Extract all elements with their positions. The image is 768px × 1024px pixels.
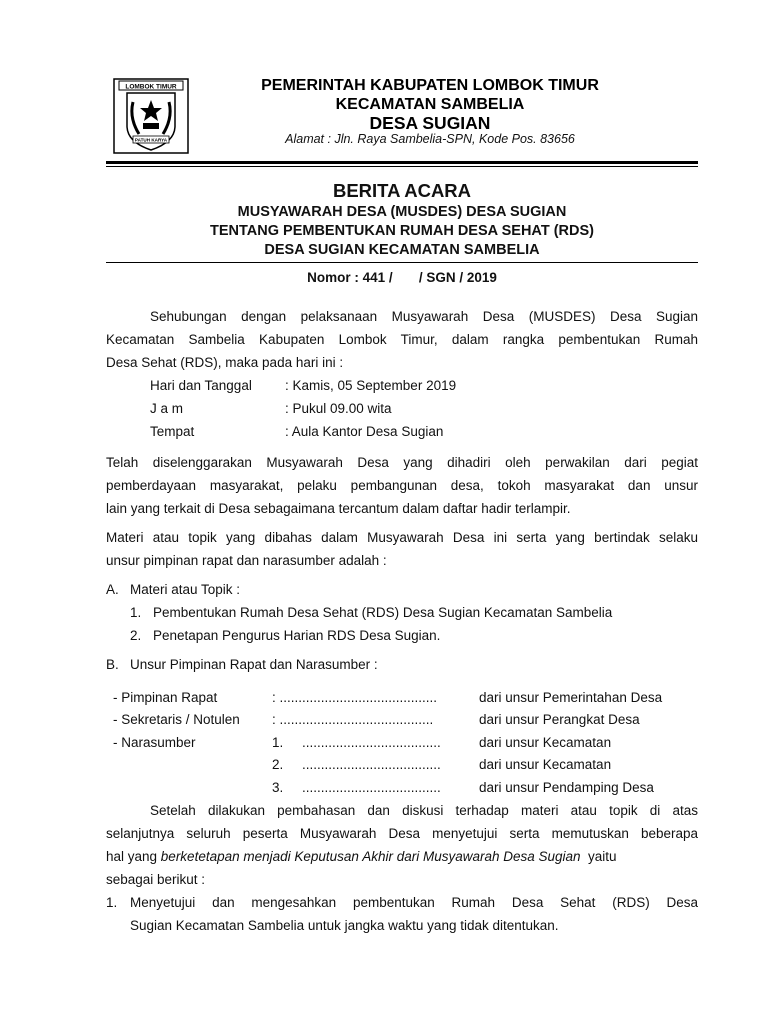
letterhead-district: KECAMATAN SAMBELIA <box>335 96 525 113</box>
intro-line-2: Kecamatan Sambelia Kabupaten Lombok Timur, dalam rangka pembentukan Rumah <box>106 332 698 347</box>
role-fill: 3. ..................................... <box>272 780 441 795</box>
detail-value-date: : Kamis, 05 September 2019 <box>285 378 457 393</box>
role-unsur: dari unsur Perangkat Desa <box>479 712 640 727</box>
decision-1-line-1: Menyetujui dan mengesahkan pembentukan Rumah Desa Sehat (RDS) Desa <box>130 895 698 910</box>
document-subtitle-1: MUSYAWARAH DESA (MUSDES) DESA SUGIAN <box>237 204 567 220</box>
para4-line-1: Setelah dilakukan pembahasan dan diskusi terhadap materi atau topik di atas <box>150 803 698 818</box>
intro-line-1: Sehubungan dengan pelaksanaan Musyawarah Desa (MUSDES) Desa Sugian <box>150 309 698 324</box>
regency-logo <box>113 78 189 154</box>
role-unsur: dari unsur Kecamatan <box>479 735 612 750</box>
para3-line-2: unsur pimpinan rapat dan narasumber adalah : <box>106 553 387 568</box>
role-unsur: dari unsur Pemerintahan Desa <box>479 690 663 705</box>
detail-label-date: Hari dan Tanggal <box>150 378 252 393</box>
para2-line-3: lain yang terkait di Desa sebagaimana tercantum dalam daftar hadir terlampir. <box>106 501 571 516</box>
decision-1-line-2: Sugian Kecamatan Sambelia untuk jangka waktu yang tidak ditentukan. <box>130 918 559 933</box>
role-fill: 1. ..................................... <box>272 735 441 750</box>
role-label: - Pimpinan Rapat <box>113 690 218 705</box>
role-unsur: dari unsur Pendamping Desa <box>479 780 654 795</box>
document-number: Nomor : 441 / / SGN / 2019 <box>307 270 497 285</box>
para4-line-3-end: yaitu <box>580 849 617 864</box>
title-rule <box>106 262 698 263</box>
letterhead-village: DESA SUGIAN <box>369 113 491 133</box>
para4-line-2: selanjutnya seluruh peserta Musyawarah Desa menyetujui serta memutuskan beberapa <box>106 826 698 841</box>
letterhead-government: PEMERINTAH KABUPATEN LOMBOK TIMUR <box>261 77 599 94</box>
section-a-item-text: Pembentukan Rumah Desa Sehat (RDS) Desa Sugian Kecamatan Sambelia <box>153 605 613 620</box>
letterhead-rule-thin <box>106 166 698 167</box>
decision-1-num: 1. <box>106 895 118 910</box>
section-a-title: Materi atau Topik : <box>130 582 241 597</box>
para4-line-3-italic: berketetapan menjadi Keputusan Akhir dari Musyawarah Desa Sugian <box>160 849 581 864</box>
section-a-item-num: 1. <box>130 605 142 620</box>
detail-label-time: J a m <box>150 401 184 416</box>
para3-line-1: Materi atau topik yang dibahas dalam Musyawarah Desa ini serta yang bertindak selaku <box>106 530 698 545</box>
role-unsur: dari unsur Kecamatan <box>479 757 612 772</box>
detail-value-time: : Pukul 09.00 wita <box>285 401 392 416</box>
section-a-item-text: Penetapan Pengurus Harian RDS Desa Sugian. <box>153 628 441 643</box>
letterhead-rule-thick <box>106 161 698 164</box>
para4-line-3-start: hal yang <box>106 849 161 864</box>
para4-line-3 <box>106 845 617 868</box>
role-fill: : ......................................... <box>272 712 434 727</box>
detail-label-place: Tempat <box>150 424 195 439</box>
document-subtitle-3: DESA SUGIAN KECAMATAN SAMBELIA <box>264 242 540 258</box>
document-title: BERITA ACARA <box>332 180 472 201</box>
role-fill: : .......................................... <box>272 690 438 705</box>
role-fill: 2. ..................................... <box>272 757 441 772</box>
logo-text-bottom: PATUH KARYA <box>134 137 168 143</box>
section-a-marker: A. <box>106 582 119 597</box>
letterhead-address: Alamat : Jln. Raya Sambelia-SPN, Kode Pos. 83656 <box>285 132 575 146</box>
logo-text-top: LOMBOK TIMUR <box>125 83 177 91</box>
para4-line-4: sebagai berikut : <box>106 872 206 887</box>
section-b-title: Unsur Pimpinan Rapat dan Narasumber : <box>130 657 378 672</box>
role-label: - Narasumber <box>113 735 196 750</box>
para2-line-2: pemberdayaan masyarakat, pelaku pembangunan desa, tokoh masyarakat dan unsur <box>106 478 698 493</box>
section-a-item-num: 2. <box>130 628 142 643</box>
document-subtitle-2: TENTANG PEMBENTUKAN RUMAH DESA SEHAT (RDS) <box>210 223 594 239</box>
detail-value-place: : Aula Kantor Desa Sugian <box>285 424 444 439</box>
intro-line-3: Desa Sehat (RDS), maka pada hari ini : <box>106 355 344 370</box>
role-label: - Sekretaris / Notulen <box>113 712 240 727</box>
section-b-marker: B. <box>106 657 119 672</box>
para2-line-1: Telah diselenggarakan Musyawarah Desa yang dihadiri oleh perwakilan dari pegiat <box>106 455 698 470</box>
